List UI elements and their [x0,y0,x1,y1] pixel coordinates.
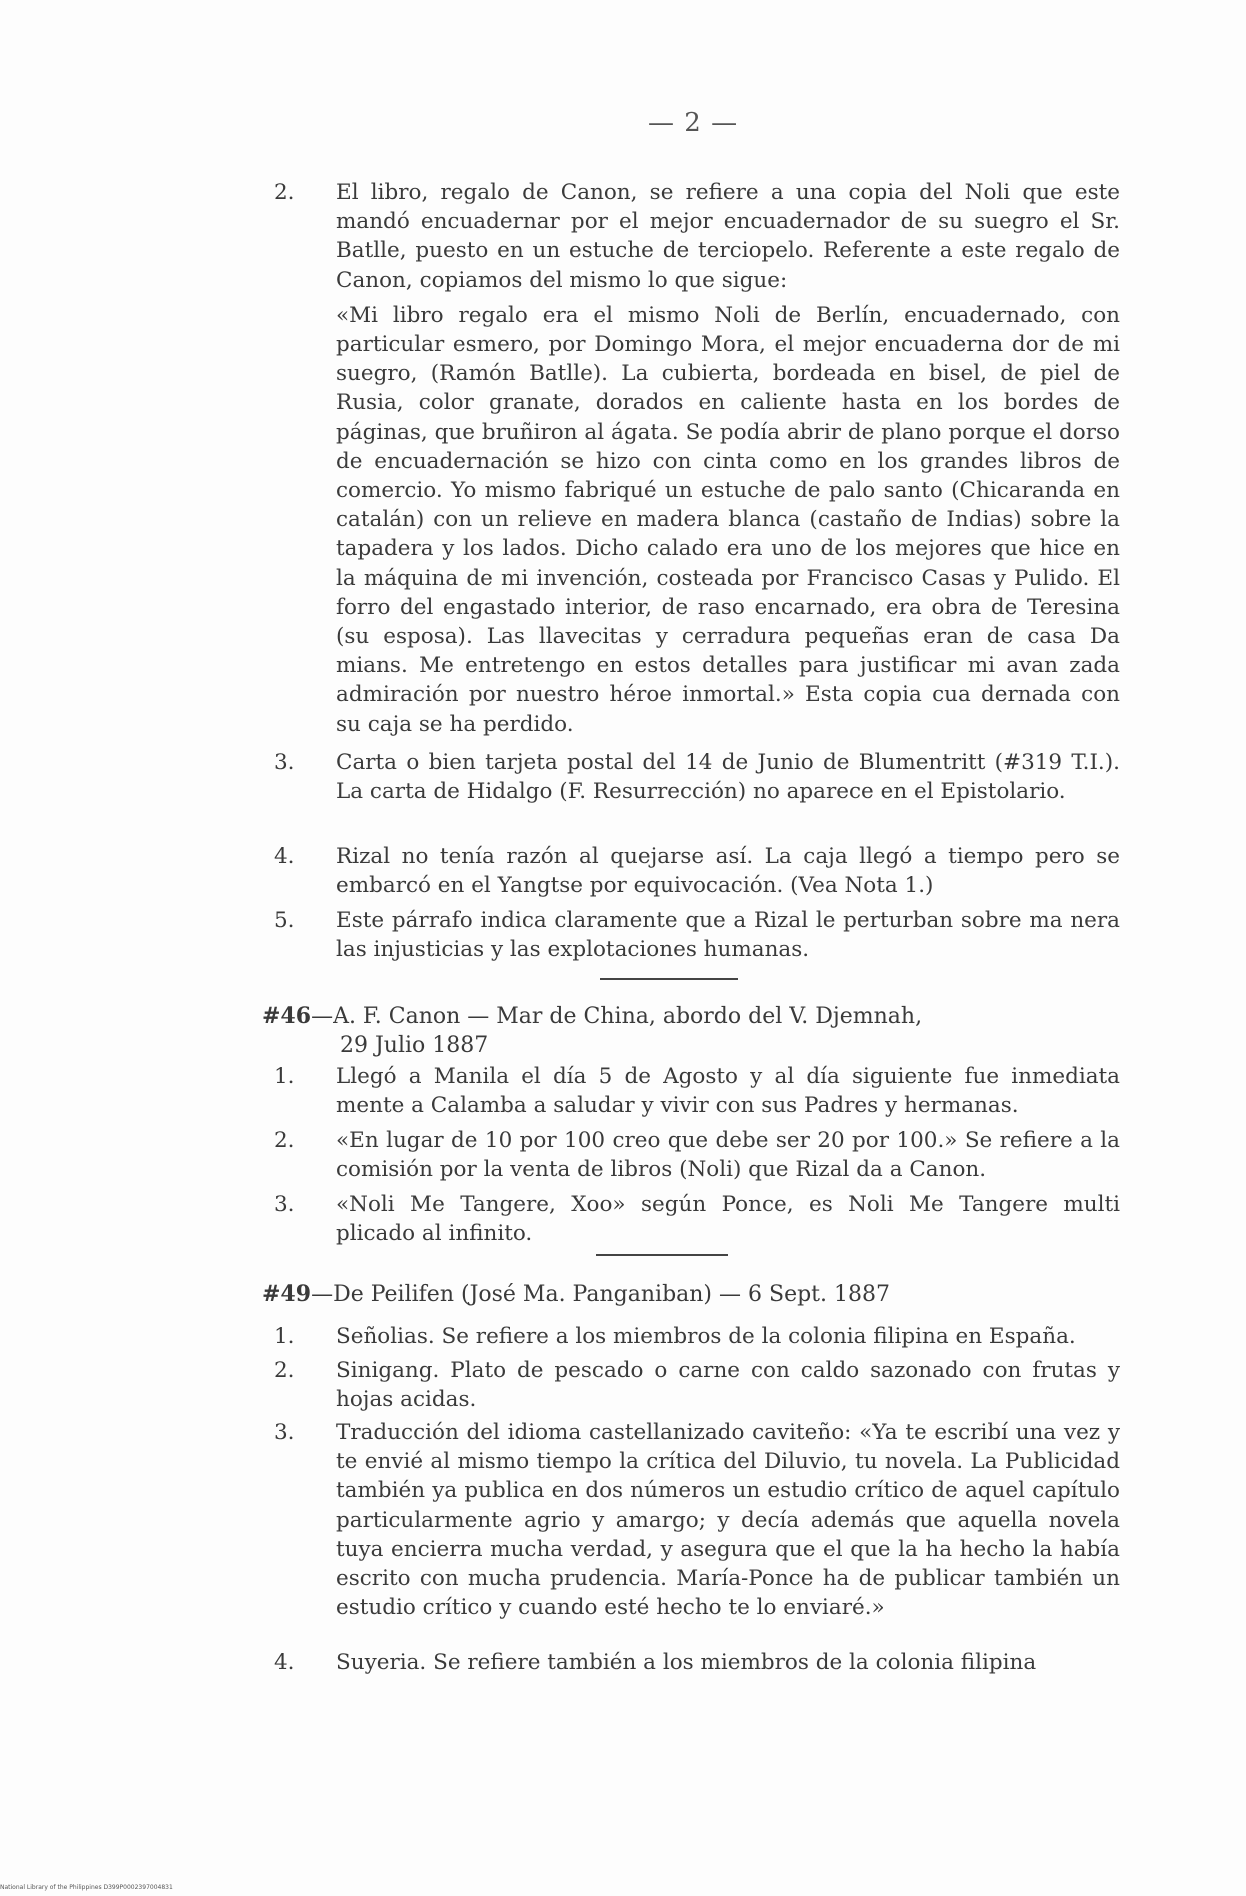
letter-number: #46 [262,1003,312,1029]
letter-number: #49 [262,1281,312,1307]
note-text: «Noli Me Tangere, Xoo» según Ponce, es Noli Me Tangere multi plicado al infinito. [336,1192,1120,1247]
note-text: Traducción del idioma castellanizado caviteño: «Ya te escribí una vez y te envié al mismo tiempo la crítica del Diluvio, tu novela. La Publicidad también ya publica en dos números un estudio crítico de aquel capítulo particularmente agrio y amargo; y decía además que aquella novela tuya encierra mucha verdad, y asegura que el que la ha hecho la había escrito con mucha prudencia. María-Ponce ha de publicar también un estudio crítico y cuando esté hecho te lo enviaré.» [336,1420,1120,1621]
section-divider [600,978,738,980]
note-2 [276,178,1120,739]
letter-date: 29 Julio 1887 [340,1033,489,1059]
note-5 [276,906,1120,964]
note-number: 1. [274,1064,295,1089]
note-text: Llegó a Manila el día 5 de Agosto y al día siguiente fue inmediata mente a Calamba a saludar y vivir con sus Padres y hermanas. [336,1064,1120,1119]
note-number: 4. [274,1650,295,1675]
letter-heading-line: —De Peilifen (José Ma. Panganiban) — 6 Sept. 1887 [311,1282,890,1307]
page-number: — 2 — [648,108,739,138]
note-5-text: Este párrafo indica claramente que a Rizal le perturban sobre ma nera las injusticias y las explotaciones humanas. [336,908,1120,963]
note-number: 4. [274,844,295,869]
letter-heading-49 [262,1280,1122,1309]
note-number: 3. [274,1192,295,1217]
letter-heading-46 [262,1002,1122,1060]
note-number: 5. [274,908,295,933]
letter-49-note-3 [276,1418,1120,1622]
note-number: 3. [274,750,295,775]
note-number: 3. [274,1420,295,1445]
letter-46-note-1 [276,1062,1120,1120]
letter-49-note-4 [276,1648,1120,1677]
note-text: Suyeria. Se refiere también a los miembros de la colonia filipina [336,1650,1037,1675]
letter-heading-line: —A. F. Canon — Mar de China, abordo del V. Djemnah, [311,1004,923,1029]
note-number: 1. [274,1324,295,1349]
letter-49-note-1 [276,1322,1120,1351]
note-4 [276,842,1120,900]
note-number: 2. [274,1128,295,1153]
note-2-quote: «Mi libro regalo era el mismo Noli de Berlín, encuadernado, con particular esmero, por Domingo Mora, el mejor encuaderna dor de mi suegro, (Ramón Batlle). La cubierta, bordeada en bisel, de piel de Rusia, color granate, dorados en caliente hasta en los bordes de páginas, que bruñiron al ágata. Se podía abrir de plano porque el dorso de encuadernación se hizo con cinta como en los grandes libros de comercio. Yo mismo fabriqué un estuche de palo santo (Chicaranda en catalán) con un relieve en madera blanca (castaño de Indias) sobre la tapadera y los lados. Dicho calado era uno de los mejores que hice en la máquina de mi invención, costeada por Francisco Casas y Pulido. El forro del engastado interior, de raso encarnado, era obra de Teresina (su esposa). Las llavecitas y cerradura pequeñas eran de casa Da mians. Me entretengo en estos detalles para justificar mi avan zada admiración por nuestro héroe inmortal.» Esta copia cua dernada con su caja se ha perdido. [336,302,1120,737]
note-number: 2. [274,180,295,205]
letter-46-note-3 [276,1190,1120,1248]
scan-footer: National Library of the Philippines D399P0002397004831 [0,1884,173,1891]
note-text: «En lugar de 10 por 100 creo que debe ser 20 por 100.» Se refiere a la comisión por la venta de libros (Noli) que Rizal da a Canon. [336,1128,1120,1183]
note-3 [276,748,1120,806]
letter-46-note-2 [276,1126,1120,1184]
note-text: Sinigang. Plato de pescado o carne con caldo sazonado con frutas y hojas acidas. [336,1358,1120,1413]
letter-49-note-2 [276,1356,1120,1414]
note-number: 2. [274,1358,295,1383]
note-text: Señolias. Se refiere a los miembros de la colonia filipina en España. [336,1324,1076,1349]
note-3-text: Carta o bien tarjeta postal del 14 de Junio de Blumentritt (#319 T.I.). La carta de Hidalgo (F. Resurrección) no aparece en el Epistolario. [336,750,1120,805]
note-2-intro: El libro, regalo de Canon, se refiere a una copia del Noli que este mandó encuadernar por el mejor encuadernador de su suegro el Sr. Batlle, puesto en un estuche de terciopelo. Referente a este regalo de Canon, copiamos del mismo lo que sigue: [336,180,1120,293]
section-divider [596,1254,728,1256]
note-4-text: Rizal no tenía razón al quejarse así. La caja llegó a tiempo pero se embarcó en el Yangtse por equivocación. (Vea Nota 1.) [336,844,1120,899]
